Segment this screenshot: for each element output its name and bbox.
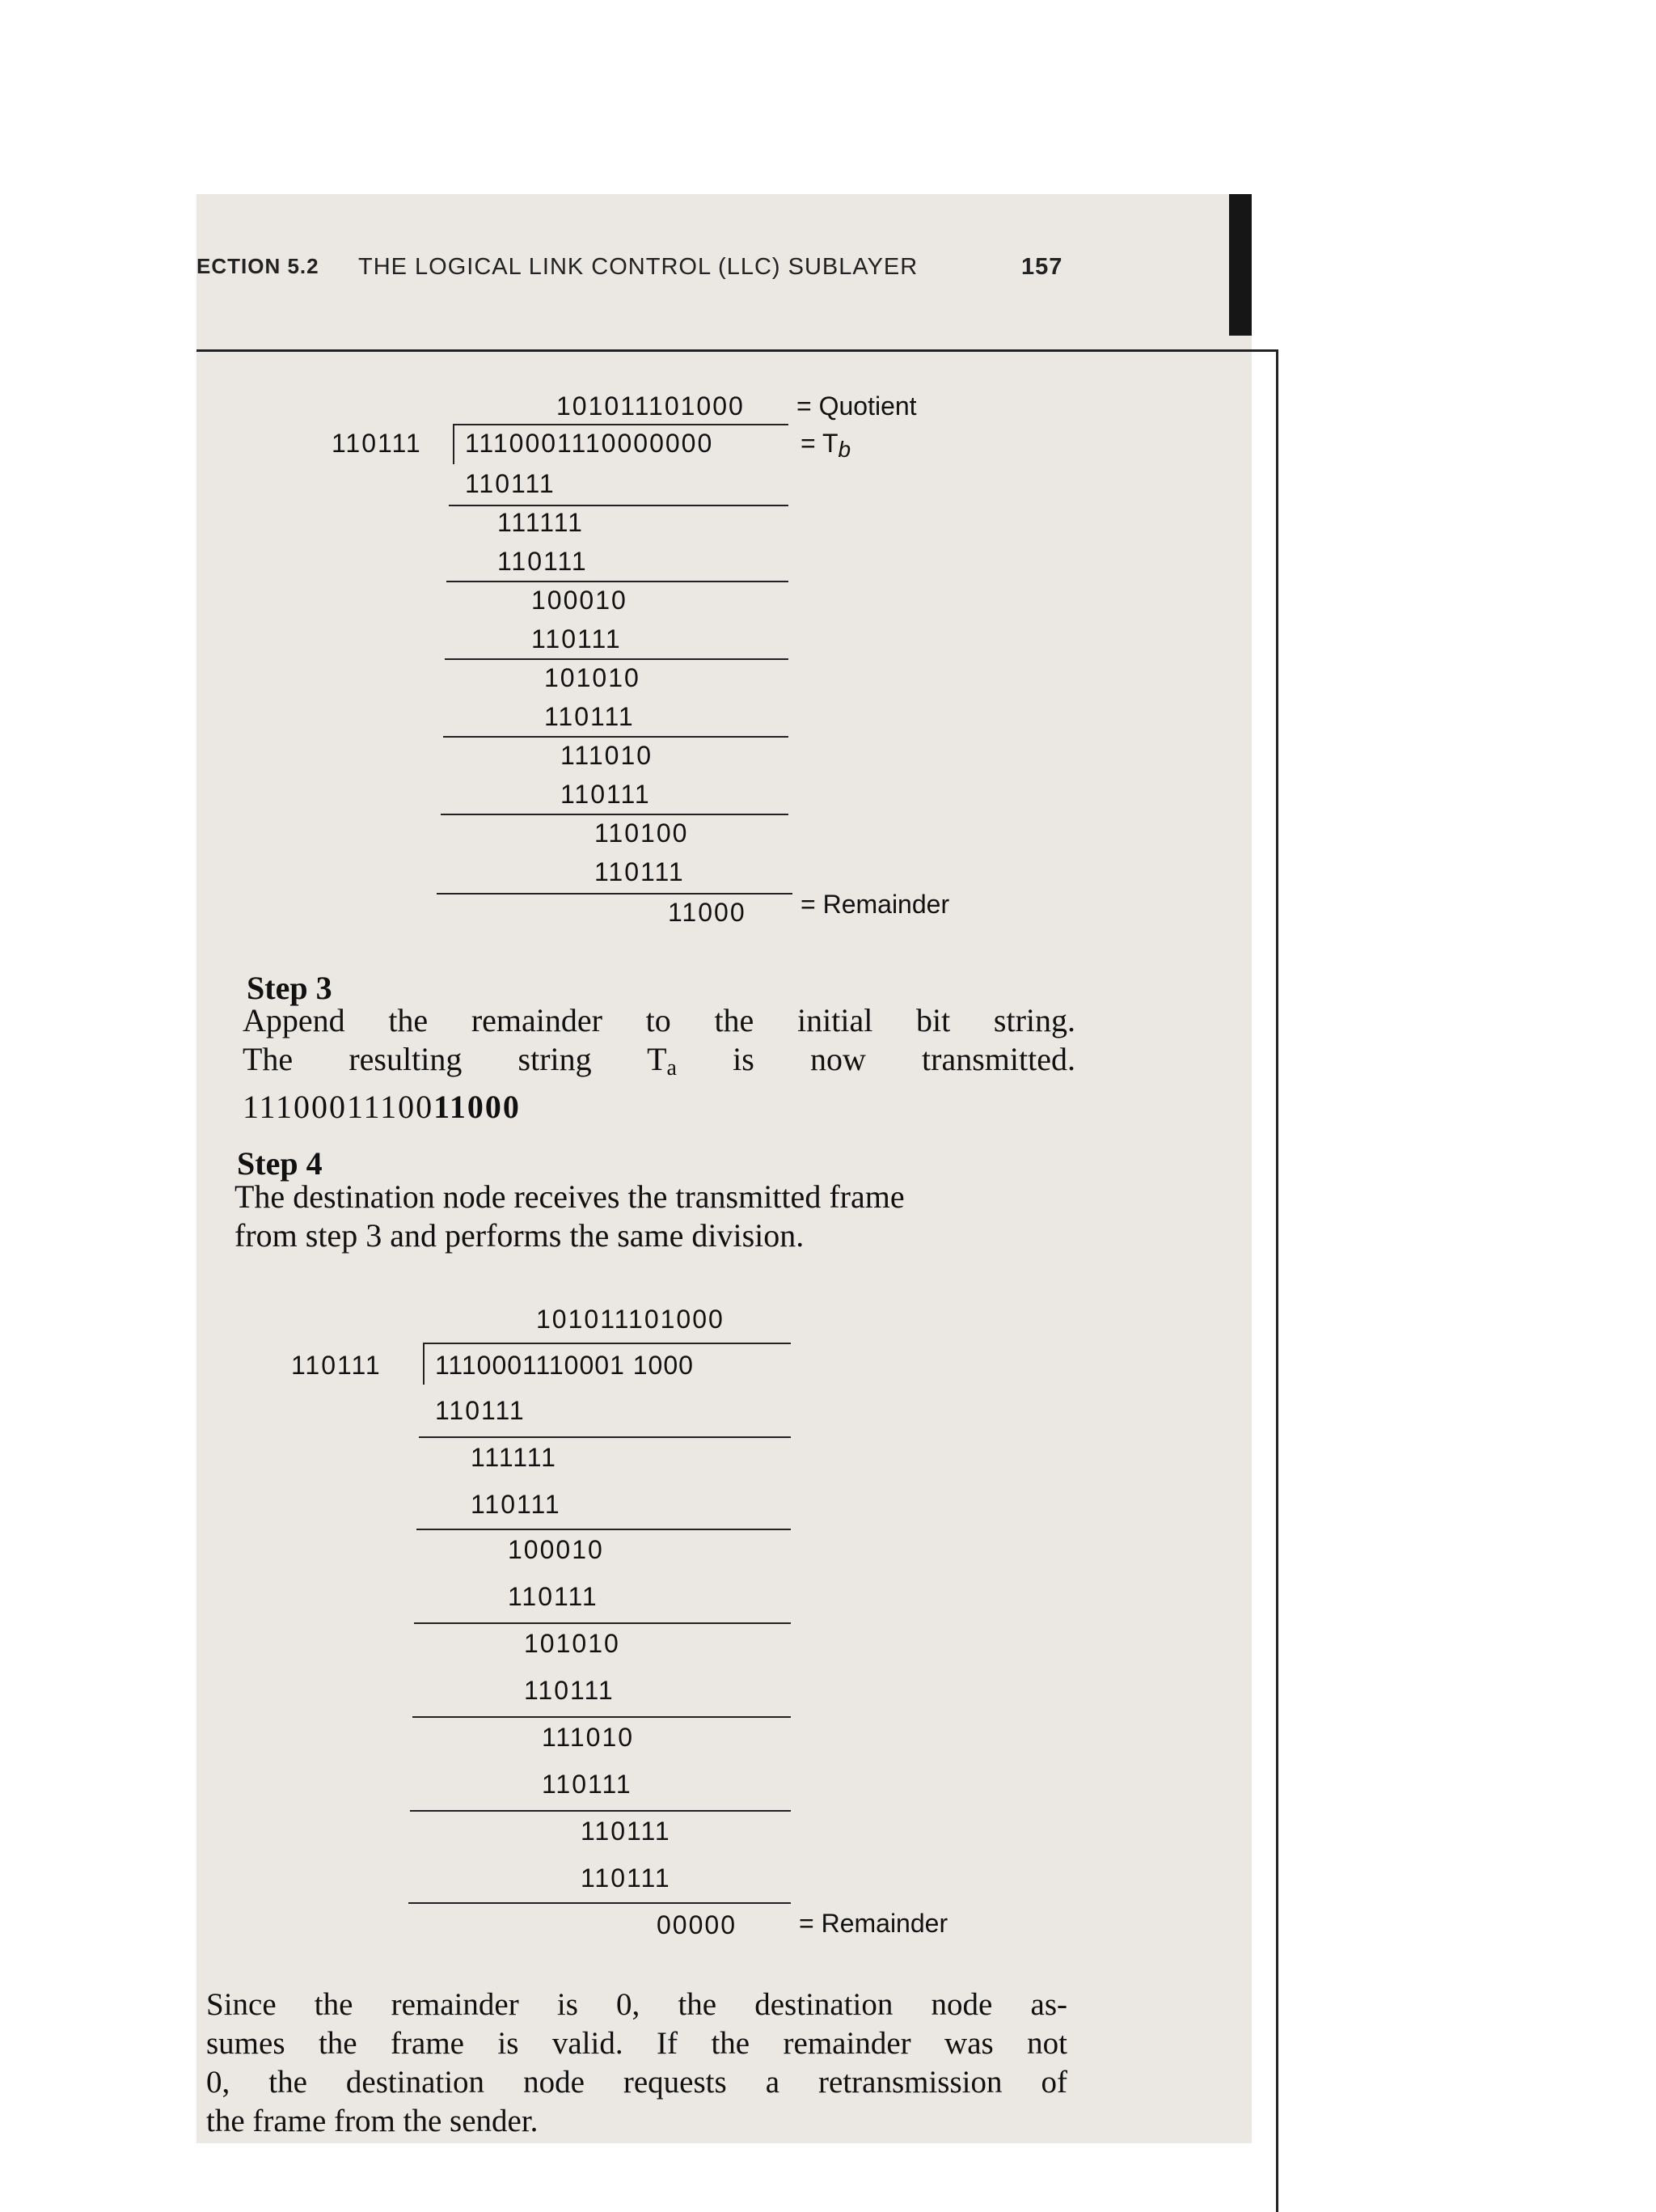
step-row: 111010 [560, 741, 653, 770]
conclusion-line-1: Since the remainder is 0, the destination node as- [206, 1987, 1067, 2022]
transmitted-bit-string: 1110001110011000 [243, 1089, 521, 1125]
step-3-line-2: The resulting string $T_a$ is now transmitted. [243, 1041, 1075, 1081]
step-row: 101010 [524, 1629, 620, 1658]
step-4-text [234, 1178, 1088, 1255]
conclusion-line-4: the frame from the sender. [206, 2104, 539, 2138]
step-row: 110111 [465, 469, 556, 498]
step-row: 110111 [594, 857, 685, 886]
subtraction-rule [414, 1622, 791, 1624]
division-bar-1 [453, 424, 788, 425]
step-row: 110111 [524, 1676, 615, 1705]
subtraction-rule [449, 505, 788, 506]
step-row: 110111 [581, 1863, 671, 1893]
step-row: 110111 [508, 1582, 598, 1611]
subtraction-rule [437, 893, 792, 895]
remainder-label-1: = Remainder [801, 890, 950, 919]
divisor-2: 110111 [291, 1351, 382, 1380]
step-4-line-2: from step 3 and performs the same division. [234, 1217, 805, 1254]
step-row: 111111 [471, 1443, 557, 1472]
dividend-2: 1110001110001 1000 [435, 1351, 694, 1380]
step-3-heading: Step 3 [247, 970, 332, 1006]
step-row: 101010 [544, 663, 640, 692]
remainder-label-2: = Remainder [799, 1909, 948, 1938]
remainder-1: 11000 [668, 898, 746, 927]
step-row: 100010 [531, 586, 627, 615]
step-row: 111111 [497, 508, 584, 537]
subtraction-rule [410, 1810, 791, 1812]
example-box [196, 349, 1278, 2212]
step-row: 110111 [471, 1490, 561, 1519]
conclusion-line-2: sumes the frame is valid. If the remainder was not [206, 2026, 1067, 2061]
subtraction-rule [443, 736, 788, 738]
step-row: 110111 [497, 547, 588, 576]
quotient-label-1: = Quotient [796, 391, 917, 421]
page-edge-shadow [1229, 194, 1252, 336]
division-bracket-2 [423, 1343, 425, 1385]
step-row: 110111 [435, 1396, 526, 1425]
conclusion-text [206, 1986, 1067, 2141]
subtraction-rule [416, 1529, 791, 1530]
page-number: 157 [1021, 254, 1063, 280]
dividend-label-1: = Tb [801, 429, 851, 462]
dividend-1: 1110001110000000 [465, 429, 714, 458]
chapter-title: THE LOGICAL LINK CONTROL (LLC) SUBLAYER [358, 254, 919, 280]
remainder-2: 00000 [657, 1910, 737, 1939]
step-row: 100010 [508, 1535, 604, 1564]
quotient-2: 101011101000 [536, 1305, 724, 1334]
step-row: 110111 [581, 1817, 671, 1846]
division-bar-2 [423, 1343, 791, 1344]
step-row: 110111 [544, 702, 635, 731]
subtraction-rule [419, 1436, 791, 1438]
quotient-1: 101011101000 [556, 391, 745, 421]
subtraction-rule [412, 1716, 791, 1718]
step-row: 110111 [542, 1770, 632, 1799]
step-row: 110111 [531, 624, 622, 653]
subtraction-rule [441, 814, 788, 815]
section-label: ECTION 5.2 [196, 254, 319, 278]
step-4-line-1: The destination node receives the transmitted frame [234, 1178, 905, 1215]
division-bracket-1 [453, 424, 454, 464]
step-3-text [243, 1001, 1075, 1127]
step-row: 110100 [594, 818, 689, 848]
conclusion-line-3: 0, the destination node requests a retransmission of [206, 2065, 1067, 2100]
divisor-1: 110111 [332, 429, 422, 458]
step-4-heading: Step 4 [237, 1145, 323, 1182]
subtraction-rule [408, 1902, 791, 1904]
subtraction-rule [446, 581, 788, 582]
step-3-line-1: Append the remainder to the initial bit string. [243, 1002, 1075, 1038]
step-row: 110111 [560, 780, 651, 809]
subtraction-rule [445, 658, 788, 660]
step-row: 111010 [542, 1723, 635, 1752]
